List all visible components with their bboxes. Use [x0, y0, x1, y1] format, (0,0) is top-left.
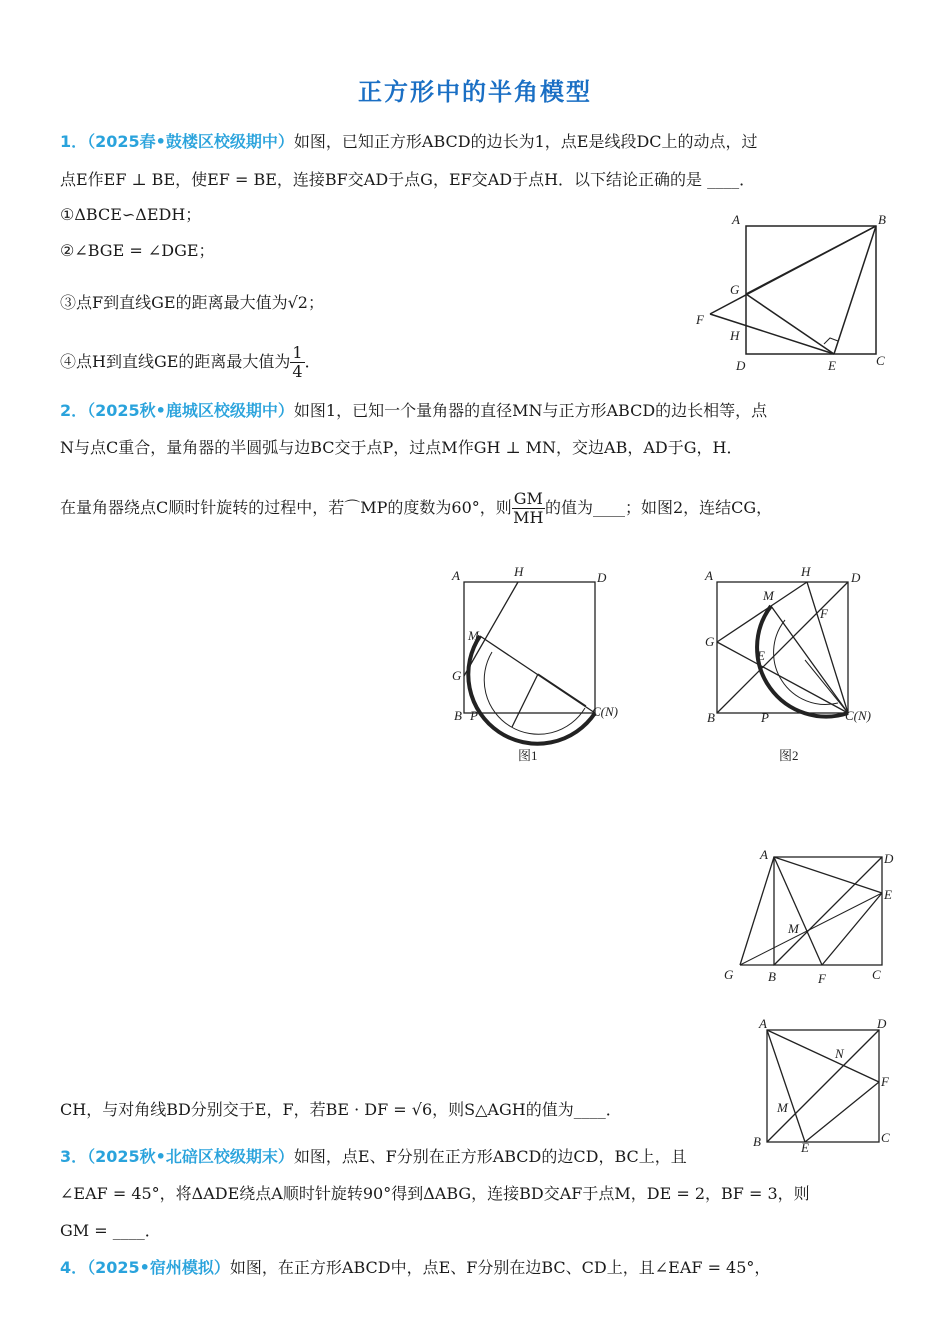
q1-figure — [690, 210, 900, 380]
q2-frac-den: MH — [513, 508, 544, 527]
q2-f2-label-D: D — [851, 570, 861, 585]
q2-frac-num: GM — [513, 489, 543, 508]
q4-fig-label-F: F — [881, 1074, 889, 1089]
q4-fig-label-N: N — [835, 1046, 844, 1061]
q4-tag: 4．（2025•宿州模拟） — [60, 1258, 230, 1277]
q3-fig-label-G: G — [724, 967, 734, 982]
q4-fig-label-A: A — [759, 1016, 767, 1031]
q1-choice-4-post: ． — [304, 352, 321, 371]
q1-fig-label-F: F — [696, 312, 704, 327]
q4-text-1: 如图，在正方形ABCD中，点E、F分别在边BC、CD上，且∠EAF = 45°， — [229, 1258, 771, 1277]
q4-fig-label-E: E — [801, 1140, 809, 1155]
q1-choice-4-text: ④点H到直线GE的距离最大值为 — [60, 352, 291, 371]
q1-line-1 — [60, 131, 758, 153]
q1-fig-label-G: G — [730, 282, 740, 297]
q3-fig-label-M: M — [788, 921, 799, 936]
q3-tag: 3．（2025秋•北碚区校级期末） — [60, 1147, 294, 1166]
q2-f1-label-H: H — [514, 564, 524, 579]
q2-f2-label-A: A — [705, 568, 713, 583]
q1-fig-label-A: A — [732, 212, 740, 227]
q2-f2-label-B: B — [707, 710, 715, 725]
q3-line-2: ∠EAF = 45°，将ΔADE绕点A顺时针旋转90°得到ΔABG，连接BD交AF于点M，DE = 2，BF = 3，则 — [60, 1184, 810, 1203]
q1-choice-2: ②∠BGE = ∠DGE； — [60, 241, 215, 260]
q2-fig1-caption: 图1 — [518, 748, 538, 763]
q2-fraction — [512, 490, 545, 527]
q2-f2-label-F: F — [820, 606, 828, 621]
q2-line-3 — [60, 490, 772, 527]
q3-line-1 — [60, 1146, 687, 1168]
q1-fig-label-B: B — [878, 212, 886, 227]
q3-fig-label-B: B — [768, 969, 776, 984]
q1-fraction — [290, 344, 304, 381]
q2-f1-label-P: P — [470, 708, 478, 723]
q1-choice-3: ③点F到直线GE的距离最大值为√2； — [60, 293, 324, 312]
q1-fig-label-C: C — [876, 353, 885, 368]
q2-line-2: N与点C重合，量角器的半圆弧与边BC交于点P，过点M作GH ⊥ MN，交边AB，AD于G，H． — [60, 438, 743, 457]
q4-fig-label-M: M — [777, 1100, 788, 1115]
q2-f1-label-M: M — [468, 628, 479, 643]
q1-fig-label-E: E — [828, 358, 836, 373]
q2-figure-1 — [440, 560, 640, 770]
q4-line-1 — [60, 1257, 770, 1279]
q3-fig-label-E: E — [884, 887, 892, 902]
q1-frac-den: 4 — [292, 362, 303, 381]
q2-f2-label-G: G — [705, 634, 715, 649]
q3-text-1: 如图，点E、F分别在正方形ABCD的边CD，BC上，且 — [293, 1147, 687, 1166]
q1-choice-4 — [60, 344, 321, 381]
q2-f2-label-H: H — [801, 564, 811, 579]
q2-text-3b: ⌒MP的度数为60°，则 — [344, 498, 512, 517]
q1-line-2: 点E作EF ⊥ BE，使EF = BE，连接BF交AD于点G，EF交AD于点H．以下结论正确的是 ____． — [60, 170, 756, 189]
page-title: 正方形中的半角模型 — [358, 78, 592, 106]
q2-fig2-caption: 图2 — [779, 748, 799, 763]
q2-f1-label-CN: C(N) — [592, 704, 618, 719]
q2-tag: 2．（2025秋•鹿城区校级期中） — [60, 401, 294, 420]
q4-figure — [745, 1012, 905, 1155]
q2-f2-label-P: P — [761, 710, 769, 725]
q1-fig-label-D: D — [736, 358, 746, 373]
q3-fig-label-C: C — [872, 967, 881, 982]
q2-f1-label-A: A — [452, 568, 460, 583]
q2-f2-label-E: E — [757, 648, 765, 663]
q2-f2-label-M: M — [763, 588, 774, 603]
q2-text-3a: 在量角器绕点C顺时针旋转的过程中，若 — [60, 498, 345, 517]
q2-f1-label-G: G — [452, 668, 462, 683]
q1-choice-1: ①ΔBCE∽ΔEDH； — [60, 205, 202, 224]
q3-figure — [718, 845, 908, 985]
q1-text-1: 如图，已知正方形ABCD的边长为1，点E是线段DC上的动点，过 — [293, 132, 758, 151]
q3-line-3: GM = ____． — [60, 1221, 161, 1240]
q4-fig-label-C: C — [881, 1130, 890, 1145]
q3-fig-label-A: A — [760, 847, 768, 862]
q3-fig-label-F: F — [818, 971, 826, 986]
q3-fig-label-D: D — [884, 851, 894, 866]
q2-text-1: 如图1，已知一个量角器的直径MN与正方形ABCD的边长相等，点 — [293, 401, 768, 420]
q2-f2-label-CN: C(N) — [845, 708, 871, 723]
q1-frac-num: 1 — [292, 343, 303, 362]
q2-f1-label-D: D — [597, 570, 607, 585]
q1-fig-label-H: H — [730, 328, 740, 343]
q4-fig-label-D: D — [877, 1016, 887, 1031]
q2-text-3c: 的值为____；如图2，连结CG， — [544, 498, 773, 517]
q2-line-1 — [60, 400, 767, 422]
q2-line-4: CH，与对角线BD分别交于E，F，若BE · DF = √6，则S△AGH的值为____． — [60, 1100, 622, 1119]
q1-tag: 1．（2025春•鼓楼区校级期中） — [60, 132, 294, 151]
q2-figure-2 — [695, 560, 895, 770]
q2-f1-label-B: B — [454, 708, 462, 723]
q4-fig-label-B: B — [753, 1134, 761, 1149]
